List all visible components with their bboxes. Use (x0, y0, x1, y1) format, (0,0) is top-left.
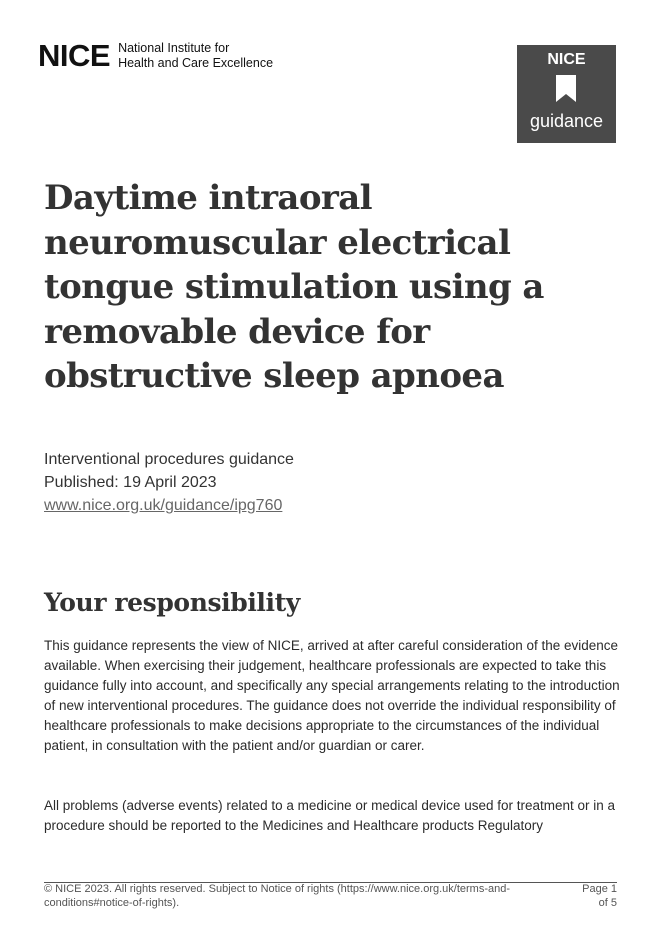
published-date: Published: 19 April 2023 (44, 474, 217, 491)
footer-copyright: © NICE 2023. All rights reserved. Subject to Notice of rights (https://www.nice.org.uk/terms-and-conditions#notice-of-rights). (44, 883, 511, 909)
org-line-2: Health and Care Excellence (118, 55, 274, 70)
guidance-link[interactable]: www.nice.org.uk/guidance/ipg760 (44, 497, 283, 514)
page-line-2: of 5 (598, 896, 617, 909)
badge-label: guidance (529, 111, 604, 131)
document-meta (44, 448, 294, 517)
org-line-1: National Institute for (118, 40, 230, 55)
document-title: Daytime intraoral neuromuscular electrical tongue stimulation using a removable device for obstructive sleep apnoea (44, 178, 544, 396)
logo-mark: NICE (38, 38, 111, 73)
page-number (557, 883, 617, 910)
section-heading: Your responsibility (44, 588, 300, 617)
guidance-type: Interventional procedures guidance (44, 451, 294, 468)
responsibility-paragraph-2: All problems (adverse events) related to a medicine or medical device used for treatment or in a procedure should be reported to the Medicines and Healthcare products Regulatory (44, 798, 616, 833)
responsibility-paragraph-1: This guidance represents the view of NICE, arrived at after careful consideration of the evidence available. When exercising their judgement, healthcare professionals are expected to take this guidance fully into account, and specifically any special arrangements relating to the introduction of new interventional procedures. The guidance does not override the individual responsibility of healthcare professionals to make decisions appropriate to the circumstances of the individual patient, in consultation with the patient and/or guardian or carer. (44, 638, 620, 753)
badge-title: NICE (547, 51, 586, 68)
nice-logo (38, 40, 273, 71)
bookmark-icon (556, 75, 576, 102)
guidance-badge (517, 45, 616, 143)
page-line-1: Page 1 (582, 883, 617, 895)
organisation-name (118, 41, 273, 71)
